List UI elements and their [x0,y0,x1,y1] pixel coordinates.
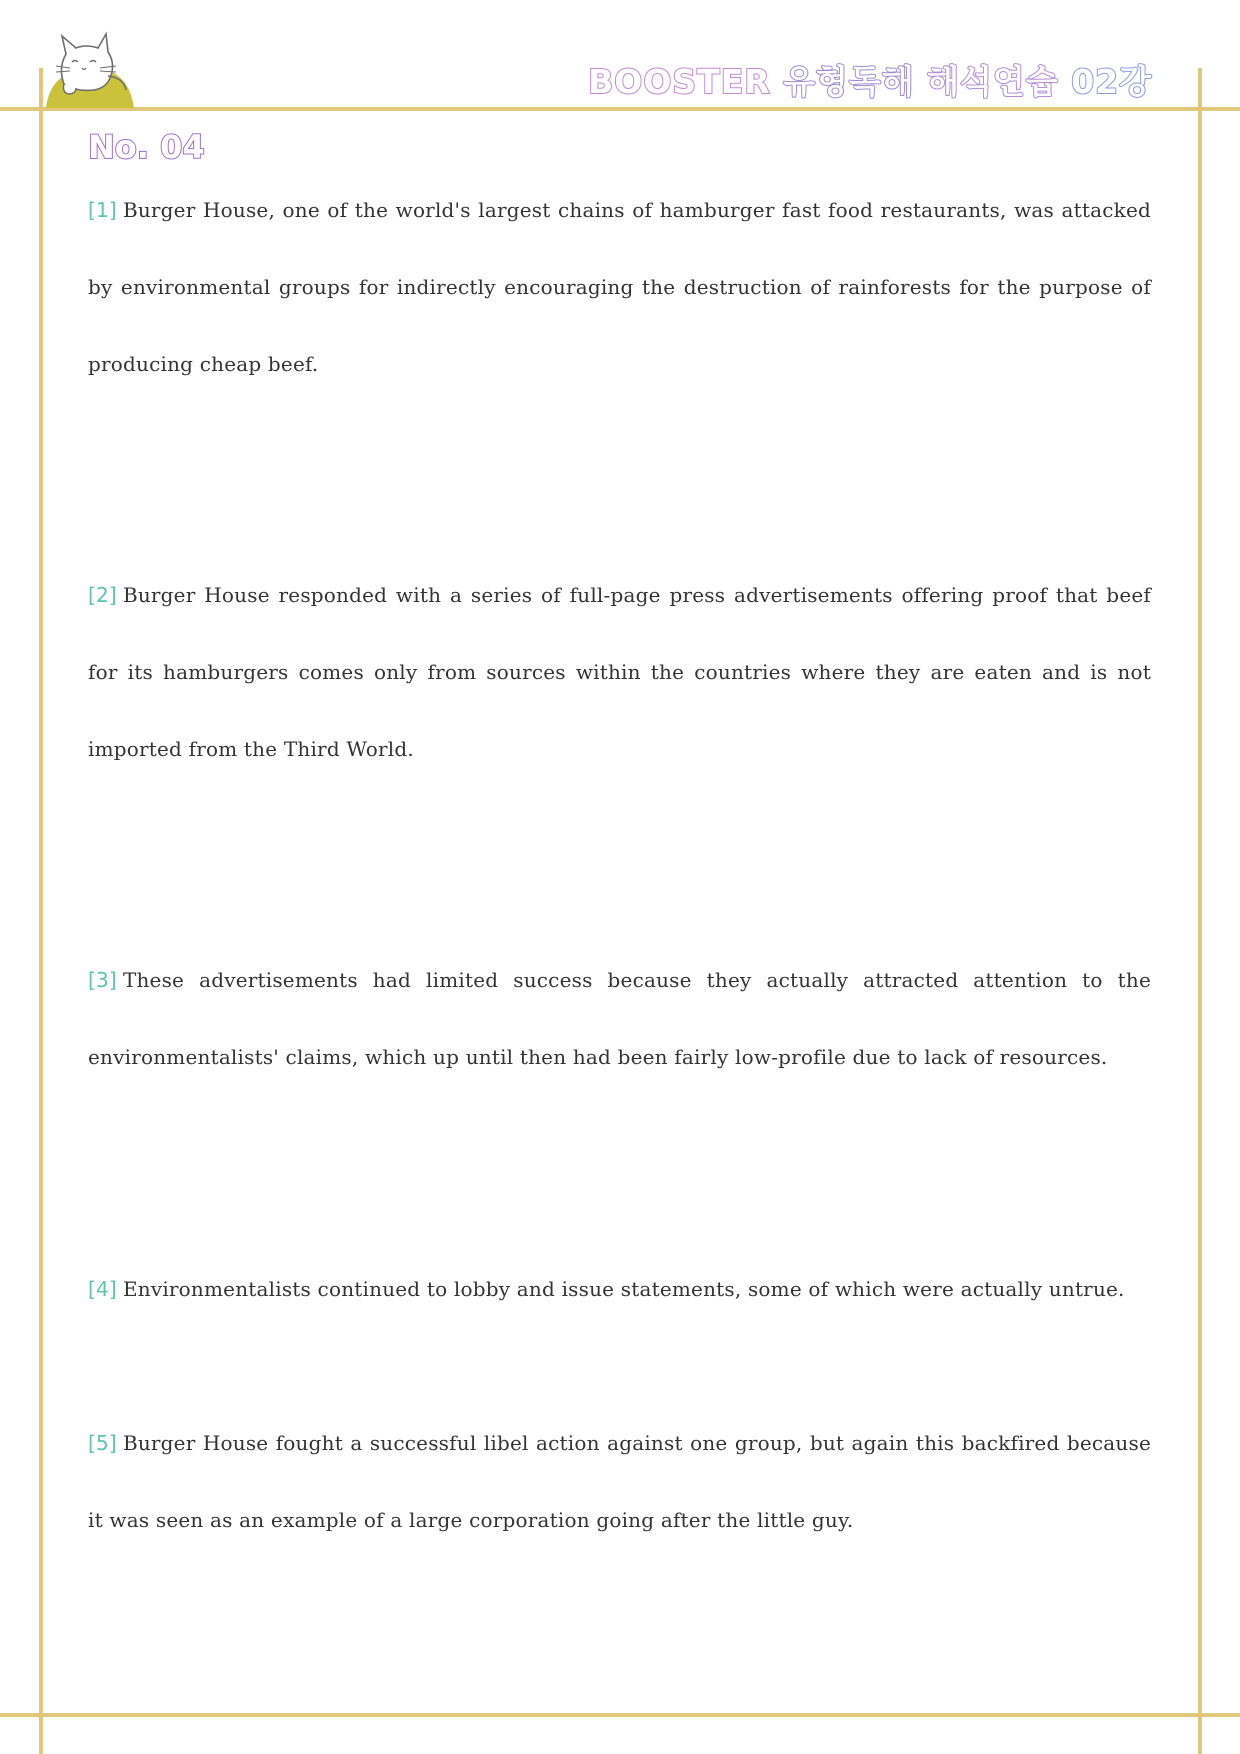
paragraph-text: These advertisements had limited success because they actually attracted attention to the environmentalists' claims, which up until then had been fairly low-profile due to lack of resources. [88,968,1151,1069]
paragraph-text: Burger House fought a successful libel action against one group, but again this backfired because it was seen as an example of a large corporation going after the little guy. [88,1431,1151,1532]
header-title-part: 02강 [1071,62,1152,101]
paragraph [88,1251,1151,1328]
header-title-part: 유형독해 [783,62,915,101]
paragraph-number: [4] [88,1277,117,1301]
paragraph-text: Environmentalists continued to lobby and issue statements, some of which were actually untrue. [122,1277,1125,1301]
paragraph-number: [5] [88,1431,117,1455]
footer-rule [0,1713,1240,1717]
paragraph-number: [1] [88,198,117,222]
right-rule [1198,68,1202,1754]
paragraph-text: Burger House responded with a series of full-page press advertisements offering proof that beef for its hamburgers comes only from sources within the countries where they are eaten and is not imported from the Third World. [88,583,1151,761]
paragraph [88,172,1151,403]
header-title-part: BOOSTER [588,62,771,101]
paragraph-number: [2] [88,583,117,607]
paragraph [88,942,1151,1096]
page-header-title [588,56,1152,103]
cat-icon [44,28,136,108]
left-rule [39,68,43,1754]
header-title-part: 해석연습 [927,62,1059,101]
paragraph [88,1405,1151,1559]
header-rule [0,107,1240,111]
document-number: No. 04 [88,128,205,166]
paragraph [88,557,1151,788]
paragraph-number: [3] [88,968,117,992]
paragraph-text: Burger House, one of the world's largest chains of hamburger fast food restaurants, was attacked by environmental groups for indirectly encouraging the destruction of rainforests for the purpose of producing cheap beef. [88,198,1151,376]
